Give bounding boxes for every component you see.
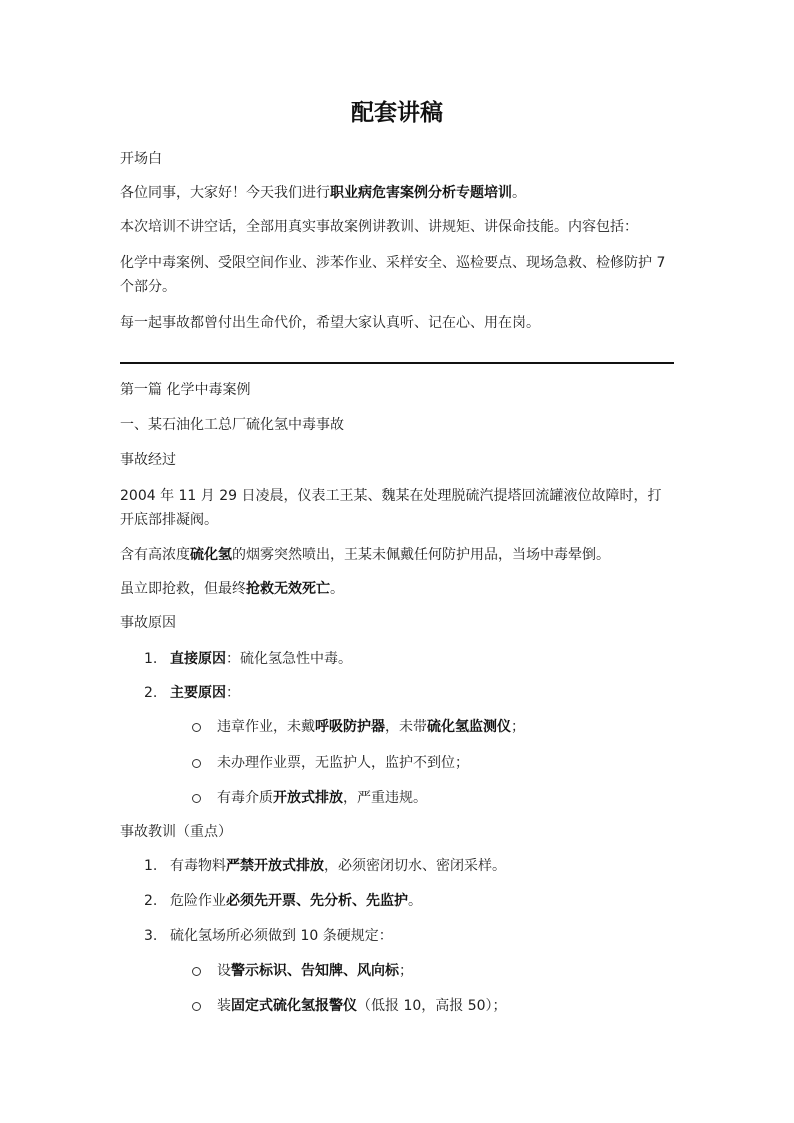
process-paragraph-3 bbox=[120, 577, 674, 601]
cause-item-1-bold: 直接原因 bbox=[170, 651, 226, 667]
lesson-item-1-post: ，必须密闭切水、密闭采样。 bbox=[324, 858, 506, 874]
bullet-icon bbox=[192, 967, 201, 976]
process-p3-bold: 抢救无效死亡 bbox=[246, 581, 330, 597]
cause-sub-3-bold: 开放式排放 bbox=[273, 790, 343, 806]
cause-item-1-post: ：硫化氢急性中毒。 bbox=[226, 651, 352, 667]
lesson-item-3-number: 3. bbox=[144, 928, 158, 944]
section-divider bbox=[120, 362, 674, 364]
intro-line-3: 化学中毒案例、受限空间作业、涉苯作业、采样安全、巡检要点、现场急救、检修防护 7 个部分。 bbox=[120, 255, 666, 295]
lesson-item-3-pre: 硫化氢场所必须做到 10 条硬规定： bbox=[170, 928, 393, 944]
lesson-item-2-number: 2. bbox=[144, 893, 158, 909]
cause-sub-1-bold: 呼吸防护器 bbox=[315, 719, 385, 735]
lesson-item-1-bold: 严禁开放式排放 bbox=[226, 858, 324, 874]
part-heading: 第一篇 化学中毒案例 bbox=[120, 382, 251, 398]
lesson-sub-item-1 bbox=[217, 959, 413, 983]
cause-item-2-bold: 主要原因 bbox=[170, 685, 226, 701]
bullet-icon bbox=[192, 759, 201, 768]
lesson-item-2-post: 。 bbox=[408, 893, 422, 909]
cause-heading: 事故原因 bbox=[120, 615, 176, 631]
process-heading: 事故经过 bbox=[120, 452, 176, 468]
process-p2-bold: 硫化氢 bbox=[190, 547, 232, 563]
lesson-item-2 bbox=[170, 889, 422, 913]
lesson-heading: 事故教训（重点） bbox=[120, 824, 232, 840]
document-title: 配套讲稿 bbox=[351, 100, 443, 126]
lesson-item-1-pre: 有毒物料 bbox=[170, 858, 226, 874]
lesson-sub-2-bold: 固定式硫化氢报警仪 bbox=[231, 998, 357, 1014]
cause-sub-1-mid: ，未带 bbox=[385, 719, 427, 735]
intro-line-1-post: 。 bbox=[512, 185, 526, 201]
cause-item-2-number: 2. bbox=[144, 685, 158, 701]
cause-item-2 bbox=[170, 681, 240, 705]
lesson-item-1-number: 1. bbox=[144, 858, 158, 874]
cause-item-1-number: 1. bbox=[144, 651, 158, 667]
process-paragraph-1: 2004 年 11 月 29 日凌晨，仪表工王某、魏某在处理脱硫汽提塔回流罐液位故障时，打开底部排凝阀。 bbox=[120, 488, 662, 528]
intro-heading: 开场白 bbox=[120, 151, 162, 167]
intro-line-1 bbox=[120, 181, 674, 205]
cause-sub-item-1 bbox=[217, 715, 525, 739]
process-paragraph-2 bbox=[120, 543, 674, 567]
cause-sub-item-3 bbox=[217, 786, 427, 810]
intro-line-1-pre: 各位同事，大家好！今天我们进行 bbox=[120, 185, 330, 201]
lesson-item-2-pre: 危险作业 bbox=[170, 893, 226, 909]
lesson-item-2-bold: 必须先开票、先分析、先监护 bbox=[226, 893, 408, 909]
cause-sub-3-pre: 有毒介质 bbox=[217, 790, 273, 806]
process-p2-pre: 含有高浓度 bbox=[120, 547, 190, 563]
bullet-icon bbox=[192, 794, 201, 803]
cause-sub-item-2 bbox=[217, 751, 469, 775]
cause-sub-2-pre: 未办理作业票，无监护人，监护不到位； bbox=[217, 755, 469, 771]
lesson-item-1 bbox=[170, 854, 506, 878]
cause-sub-1-pre: 违章作业，未戴 bbox=[217, 719, 315, 735]
lesson-sub-1-post: ； bbox=[399, 963, 413, 979]
lesson-sub-1-bold: 警示标识、告知牌、风向标 bbox=[231, 963, 399, 979]
cause-item-2-post: ： bbox=[226, 685, 240, 701]
lesson-sub-1-pre: 设 bbox=[217, 963, 231, 979]
lesson-item-3 bbox=[170, 924, 393, 948]
intro-line-4: 每一起事故都曾付出生命代价，希望大家认真听、记在心、用在岗。 bbox=[120, 315, 540, 331]
case-title: 一、某石油化工总厂硫化氢中毒事故 bbox=[120, 417, 344, 433]
bullet-icon bbox=[192, 1002, 201, 1011]
process-p3-pre: 虽立即抢救，但最终 bbox=[120, 581, 246, 597]
cause-item-1 bbox=[170, 647, 352, 671]
process-p2-post: 的烟雾突然喷出，王某未佩戴任何防护用品，当场中毒晕倒。 bbox=[232, 547, 610, 563]
intro-line-1-bold: 职业病危害案例分析专题培训 bbox=[330, 185, 512, 201]
lesson-sub-2-post: （低报 10，高报 50）； bbox=[357, 998, 507, 1014]
bullet-icon bbox=[192, 723, 201, 732]
lesson-sub-2-pre: 装 bbox=[217, 998, 231, 1014]
process-p3-post: 。 bbox=[330, 581, 344, 597]
lesson-sub-item-2 bbox=[217, 994, 507, 1018]
cause-sub-3-post: ，严重违规。 bbox=[343, 790, 427, 806]
cause-sub-1-post: ； bbox=[511, 719, 525, 735]
intro-line-2: 本次培训不讲空话，全部用真实事故案例讲教训、讲规矩、讲保命技能。内容包括： bbox=[120, 219, 638, 235]
cause-sub-1-bold-2: 硫化氢监测仪 bbox=[427, 719, 511, 735]
